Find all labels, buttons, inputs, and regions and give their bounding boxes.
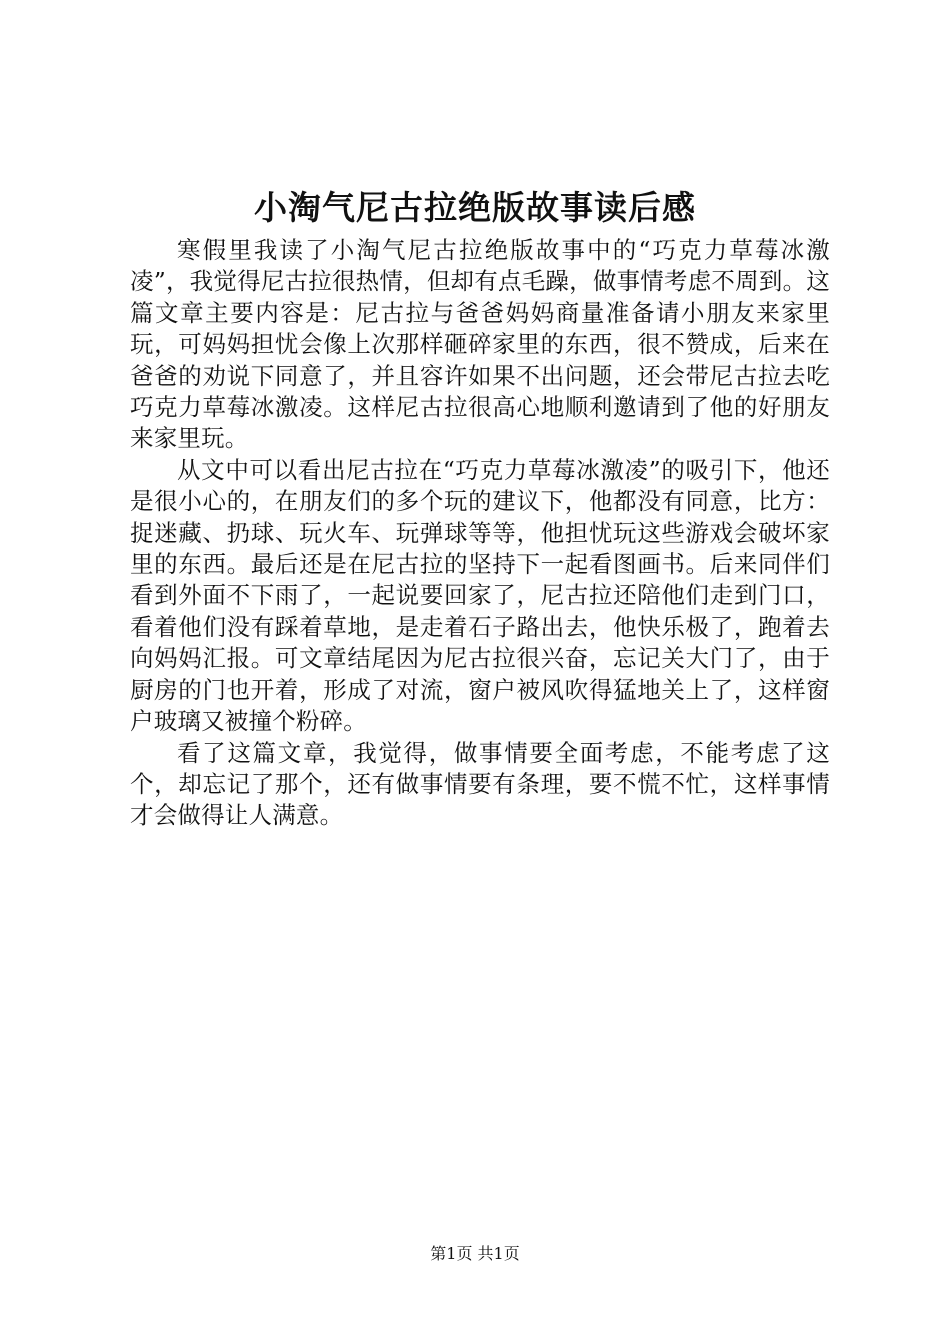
document-title: 小淘气尼古拉绝版故事读后感 (254, 188, 696, 227)
page-footer: 第1页 共1页 (430, 1244, 520, 1263)
paragraph-1: 寒假里我读了小淘气尼古拉绝版故事中的“巧克力草莓冰激凌”，我觉得尼古拉很热情，但却有点毛躁，做事情考虑不周到。这篇文章主要内容是：尼古拉与爸爸妈妈商量准备请小朋友来家里玩，可妈妈担忧会像上次那样砸碎家里的东西，很不赞成，后来在爸爸的劝说下同意了，并且容许如果不出问题，还会带尼古拉去吃巧克力草莓冰激凌。这样尼古拉很高心地顺利邀请到了他的好朋友来家里玩。 (130, 236, 830, 453)
paragraph-2: 从文中可以看出尼古拉在“巧克力草莓冰激凌”的吸引下，他还是很小心的，在朋友们的多个玩的建议下，他都没有同意，比方：捉迷藏、扔球、玩火车、玩弹球等等，他担忧玩这些游戏会破坏家里的东西。最后还是在尼古拉的坚持下一起看图画书。后来同伴们看到外面不下雨了，一起说要回家了，尼古拉还陪他们走到门口，看着他们没有踩着草地，是走着石子路出去，他快乐极了，跑着去向妈妈汇报。可文章结尾因为尼古拉很兴奋，忘记关大门了，由于厨房的门也开着，形成了对流，窗户被风吹得猛地关上了，这样窗户玻璃又被撞个粉碎。 (130, 455, 830, 736)
document-body (130, 235, 830, 832)
paragraph-3: 看了这篇文章，我觉得，做事情要全面考虑，不能考虑了这个，却忘记了那个，还有做事情要有条理，要不慌不忙，这样事情才会做得让人满意。 (130, 738, 830, 830)
